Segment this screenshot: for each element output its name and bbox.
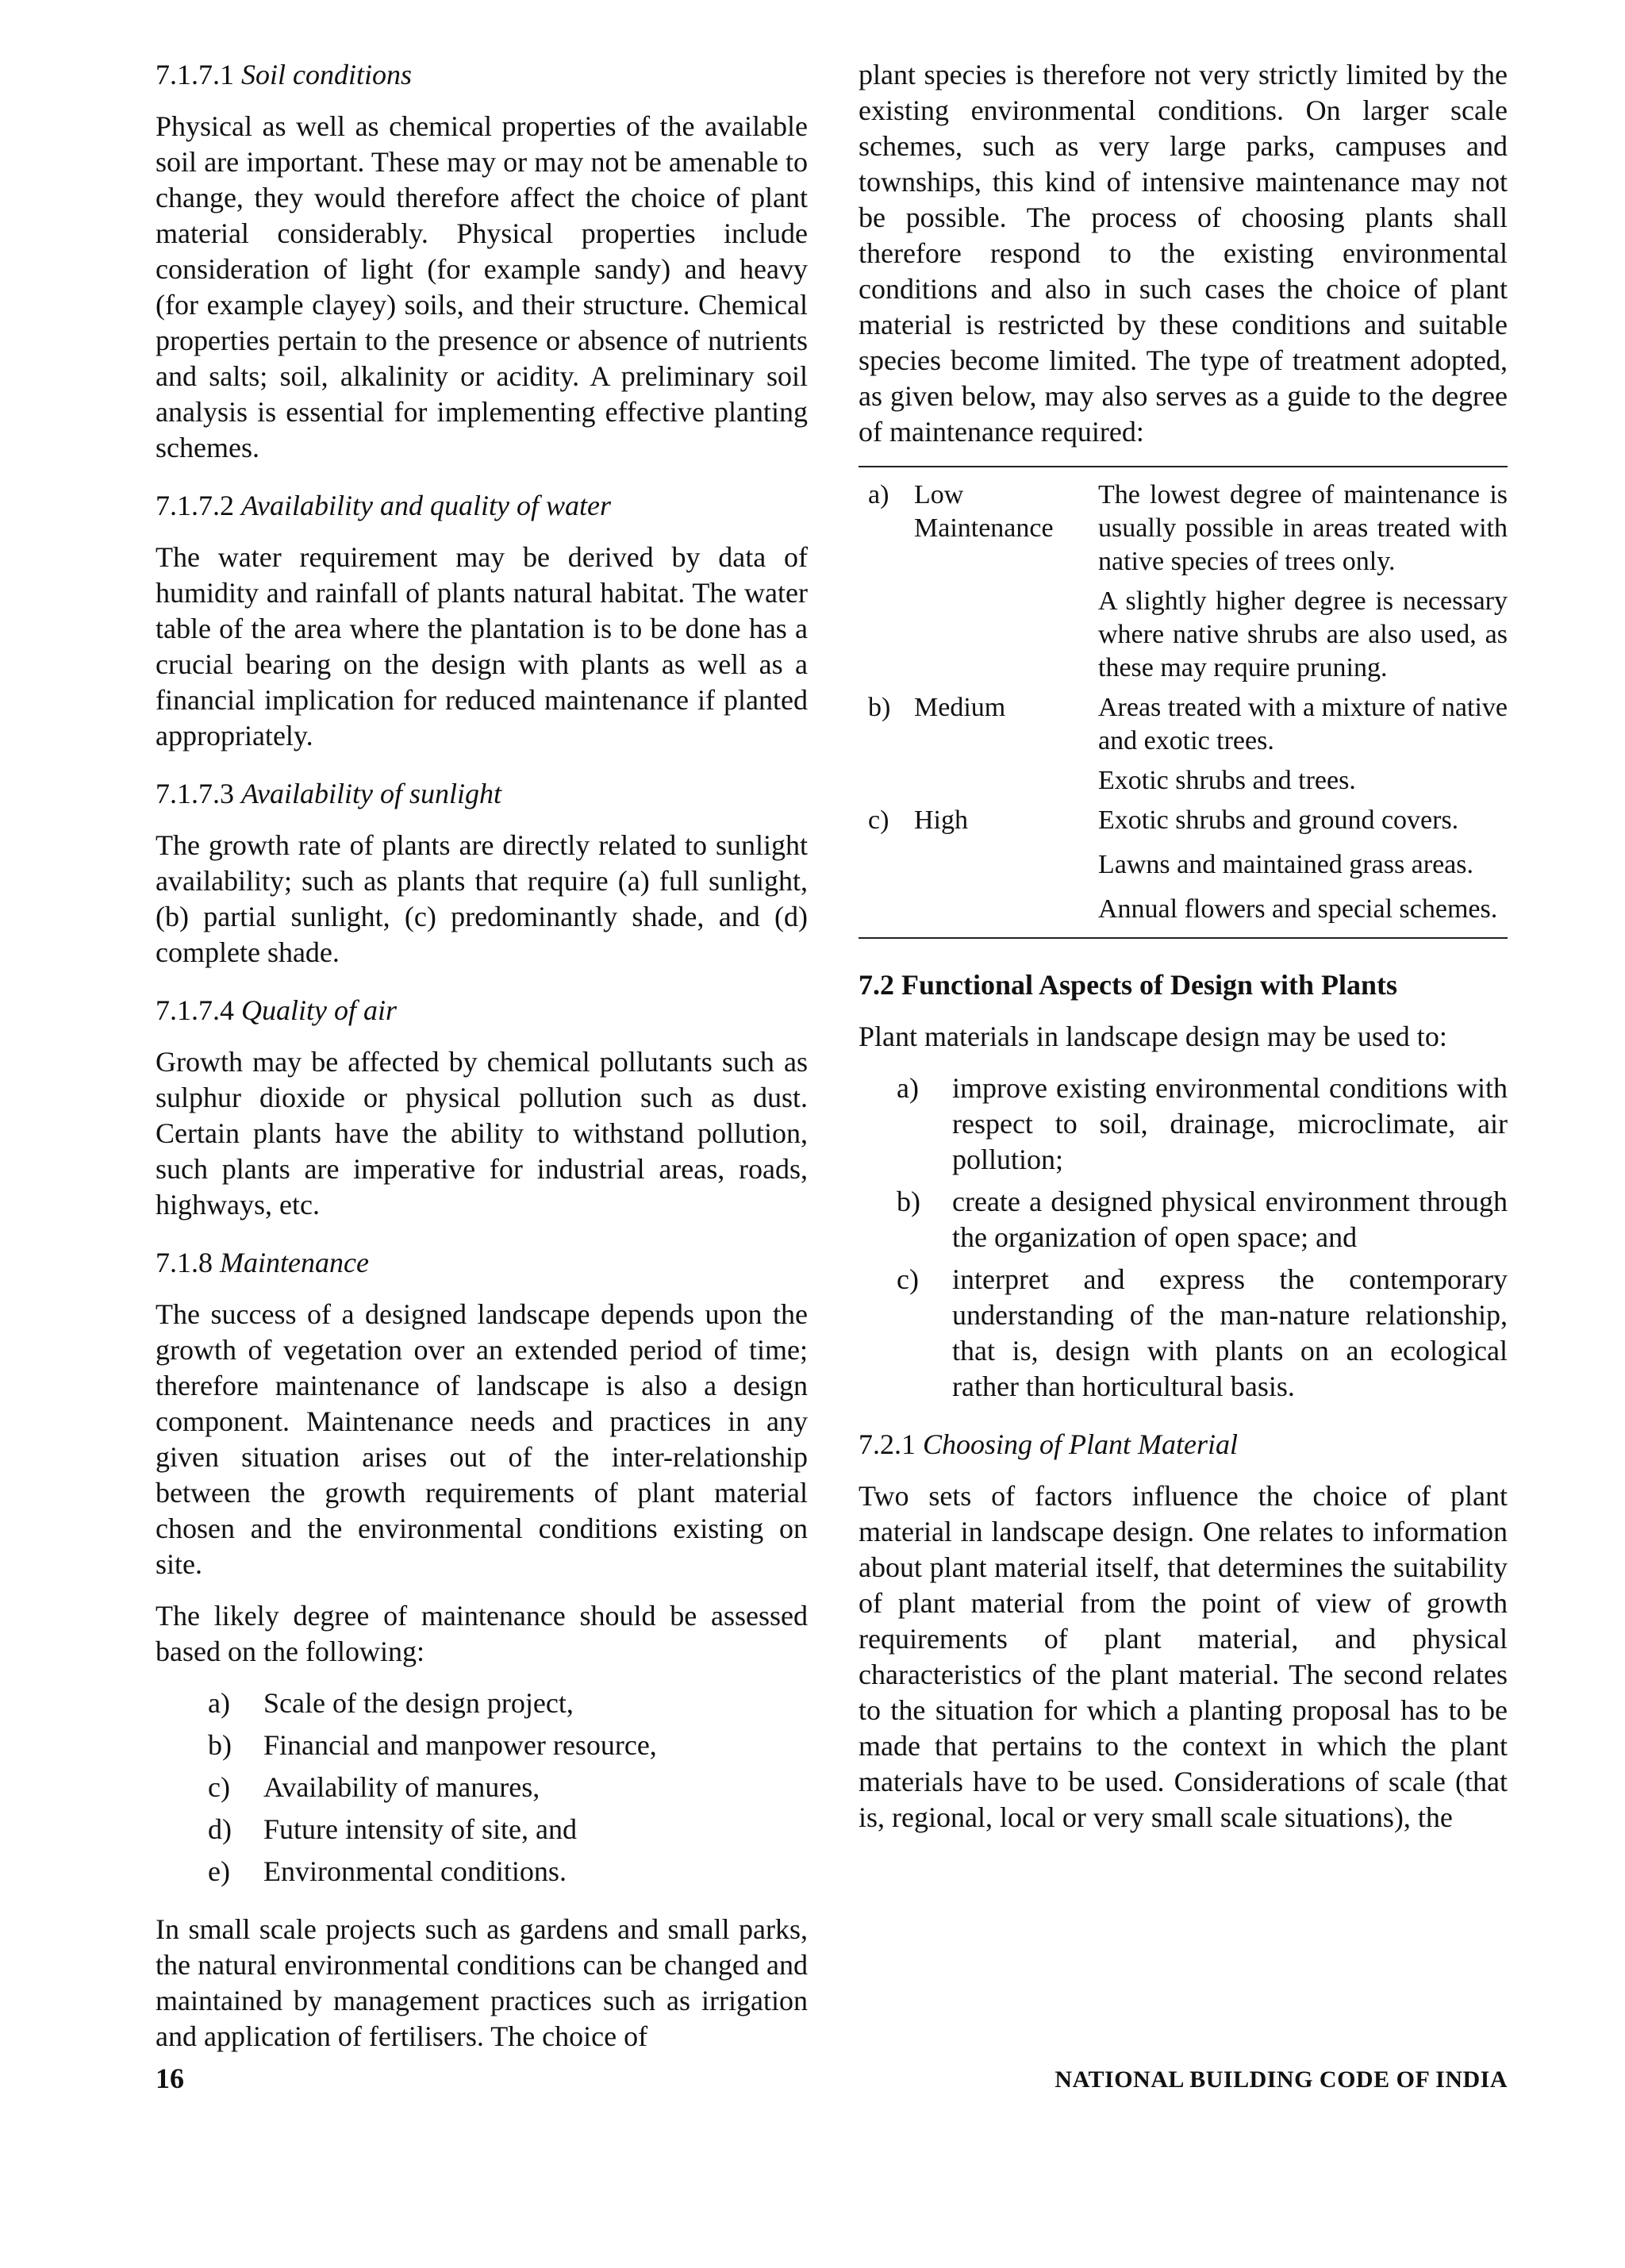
paragraph-choosing-plant-material: Two sets of factors influence the choice of plant material in landscape design. One relates to information about plant material itself, that determines the suitability of plant material from the point of view of growth requirements of plant material, and physical characteristics of the plant material. The second relates to the situation for which a planting proposal has to be made that pertains to the context in which the plant materials have to be used. Considerations of scale (that is, regional, local or very small scale situations), the bbox=[859, 1480, 1508, 1833]
list-item: b) Financial and manpower resource, bbox=[208, 1729, 657, 1761]
section-heading-7-1-7-4: 7.1.7.4 Quality of air bbox=[156, 994, 397, 1026]
table-row-low: a) Low Maintenance The lowest degree of maintenance is usually possible in areas treated with native species of trees only. A slightly higher degree is necessary where native shrubs are also used, as these may require pruning. bbox=[868, 480, 1508, 682]
paragraph-water: The water requirement may be derived by data of humidity and rainfall of plants natural habitat. The water table of the area where the plantation is to be done has a crucial bearing on the design with plants as well as a financial implication for reduced maintenance if planted appropriately. bbox=[156, 541, 808, 752]
paragraph-functional-intro: Plant materials in landscape design may be used to: bbox=[859, 1021, 1447, 1052]
section-heading-7-1-7-3: 7.1.7.3 Availability of sunlight bbox=[156, 778, 501, 809]
maintenance-factors-list bbox=[156, 1686, 808, 1889]
functional-aspects-list bbox=[859, 1071, 1508, 1405]
table-row-high: c) High Exotic shrubs and ground covers. Lawns and maintained grass areas. Annual flowers and special schemes. bbox=[868, 805, 1498, 924]
paragraph-air: Growth may be affected by chemical pollutants such as sulphur dioxide or physical pollution such as dust. Certain plants have the ability to withstand pollution, such plants are imperative for industrial areas, roads, highways, etc. bbox=[156, 1046, 808, 1220]
paragraph-sunlight: The growth rate of plants are directly related to sunlight availability; such as plants that require (a) full sunlight, (b) partial sunlight, (c) predominantly shade, and (d) complete shade. bbox=[156, 829, 808, 968]
left-column bbox=[156, 57, 808, 2055]
paragraph-soil-conditions: Physical as well as chemical properties of the available soil are important. These may or may not be amenable to change, they would therefore affect the choice of plant material considerably. Physical properties include consideration of light (for example sandy) and heavy (for example clayey) soils, and their structure. Chemical properties pertain to the presence or absence of nutrients and salts; soil, alkalinity or acidity. A preliminary soil analysis is essential for implementing effective planting schemes. bbox=[156, 110, 808, 463]
section-heading-7-1-7-2: 7.1.7.2 Availability and quality of water bbox=[156, 490, 611, 521]
table-row-medium: b) Medium Areas treated with a mixture of native and exotic trees. Exotic shrubs and trees. bbox=[868, 693, 1508, 795]
section-heading-7-2: 7.2 Functional Aspects of Design with Plants bbox=[859, 969, 1398, 1001]
paragraph-maintenance-3: In small scale projects such as gardens and small parks, the natural environmental conditions can be changed and maintained by management practices such as irrigation and application of fertilisers. The choice of bbox=[156, 1913, 808, 2052]
paragraph-continuation: plant species is therefore not very strictly limited by the existing environmental conditions. On larger scale schemes, such as very large parks, campuses and townships, this kind of intensive maintenance may not be possible. The process of choosing plants shall therefore respond to the existing environmental conditions and also in such cases the choice of plant material is restricted by these conditions and suitable species become limited. The type of treatment adopted, as given below, may also serves as a guide to the degree of maintenance required: bbox=[859, 59, 1508, 448]
paragraph-maintenance-2: The likely degree of maintenance should be assessed based on the following: bbox=[156, 1600, 808, 1667]
section-heading-7-1-8: 7.1.8 Maintenance bbox=[156, 1247, 369, 1278]
section-heading-7-1-7-1: 7.1.7.1 Soil conditions bbox=[156, 59, 412, 90]
page-footer bbox=[156, 2062, 1508, 2101]
list-item: b) create a designed physical environment through the organization of open space; and bbox=[897, 1186, 1508, 1253]
list-item: c) Availability of manures, bbox=[208, 1771, 540, 1803]
list-item: c) interpret and express the contemporary understanding of the man-nature relationship, that is, design with plants on an ecological rather than horticultural basis. bbox=[897, 1263, 1508, 1402]
paragraph-maintenance-1: The success of a designed landscape depends upon the growth of vegetation over an extended period of time; therefore maintenance of landscape is also a design component. Maintenance needs and practices in any given situation arises out of the inter-relationship between the growth requirements of plant material chosen and the environmental conditions existing on site. bbox=[156, 1298, 808, 1580]
list-item: d) Future intensity of site, and bbox=[208, 1813, 577, 1845]
list-item: e) Environmental conditions. bbox=[208, 1855, 567, 1887]
list-item: a) Scale of the design project, bbox=[208, 1687, 574, 1719]
maintenance-table bbox=[859, 466, 1508, 939]
page-number: 16 bbox=[156, 2062, 184, 2094]
section-heading-7-2-1: 7.2.1 Choosing of Plant Material bbox=[859, 1428, 1239, 1460]
list-item: a) improve existing environmental conditions with respect to soil, drainage, microclimate, air pollution; bbox=[897, 1072, 1508, 1175]
running-title: NATIONAL BUILDING CODE OF INDIA bbox=[1055, 2066, 1508, 2093]
right-column bbox=[859, 57, 1508, 1836]
